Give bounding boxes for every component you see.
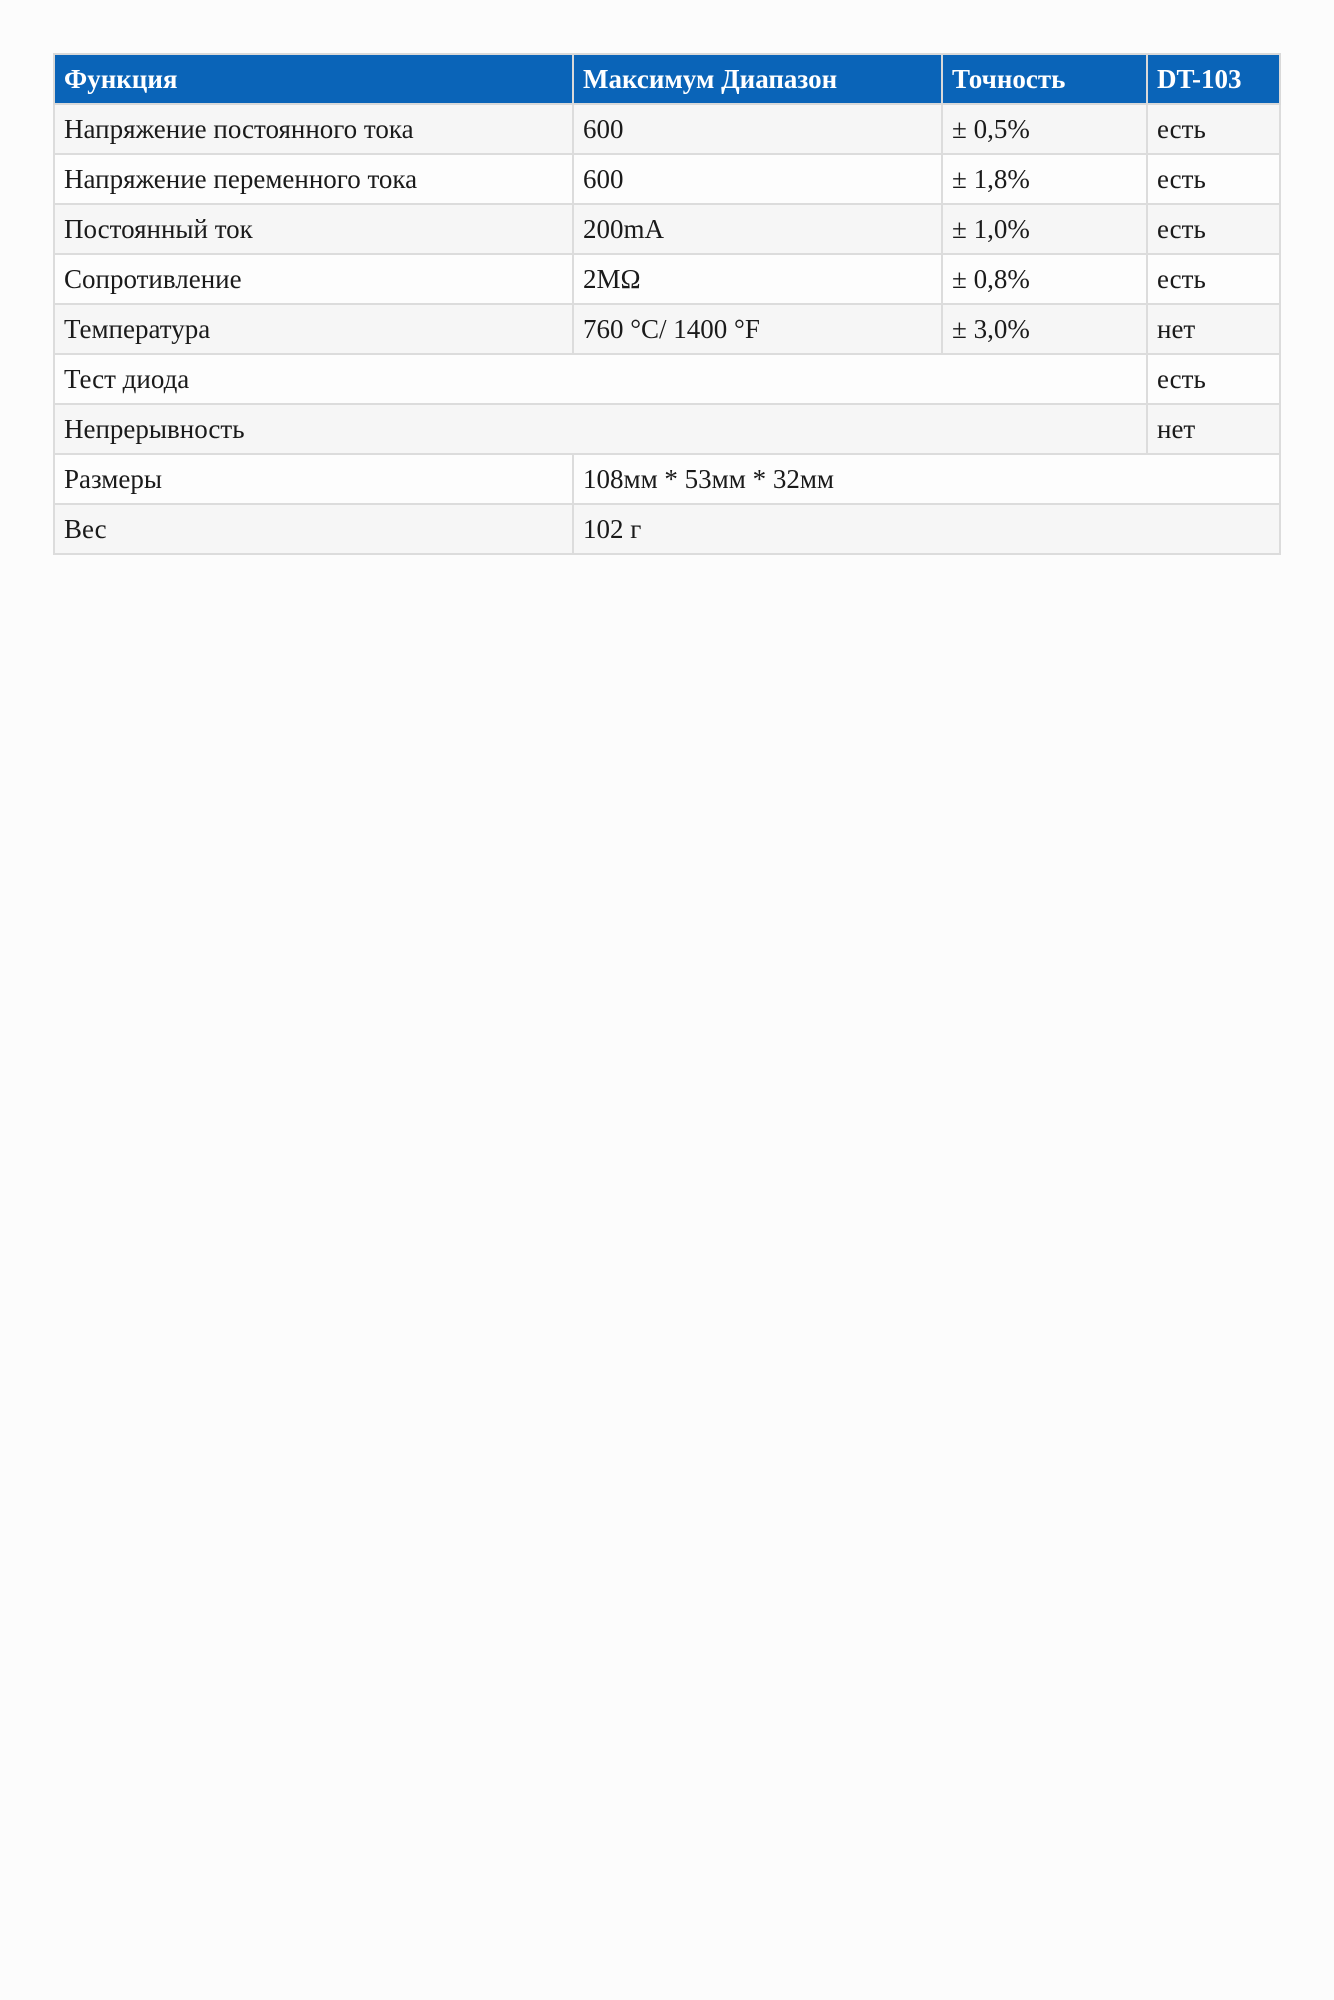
cell-value: 108мм * 53мм * 32мм (573, 454, 1280, 504)
table-header-row (54, 54, 1280, 104)
table-row (54, 404, 1280, 454)
table-row (54, 204, 1280, 254)
cell-dt103: есть (1147, 354, 1280, 404)
header-function: Функция (54, 54, 573, 104)
cell-dt103: нет (1147, 304, 1280, 354)
header-model: DT-103 (1147, 54, 1280, 104)
cell-function: Напряжение переменного тока (54, 154, 573, 204)
cell-dt103: нет (1147, 404, 1280, 454)
header-max-range: Максимум Диапазон (573, 54, 942, 104)
cell-function: Тест диода (54, 354, 1147, 404)
table-row (54, 254, 1280, 304)
cell-dt103: есть (1147, 104, 1280, 154)
cell-function: Вес (54, 504, 573, 554)
cell-function: Размеры (54, 454, 573, 504)
table-row (54, 454, 1280, 504)
cell-function: Температура (54, 304, 573, 354)
table-row (54, 104, 1280, 154)
cell-range: 200mA (573, 204, 942, 254)
cell-dt103: есть (1147, 254, 1280, 304)
cell-range: 600 (573, 154, 942, 204)
cell-dt103: есть (1147, 204, 1280, 254)
table-row (54, 354, 1280, 404)
cell-function: Непрерывность (54, 404, 1147, 454)
cell-range: 600 (573, 104, 942, 154)
cell-accuracy: ± 0,8% (942, 254, 1147, 304)
cell-function: Напряжение постоянного тока (54, 104, 573, 154)
table-row (54, 304, 1280, 354)
cell-range: 2MΩ (573, 254, 942, 304)
header-accuracy: Точность (942, 54, 1147, 104)
cell-accuracy: ± 1,8% (942, 154, 1147, 204)
cell-value: 102 г (573, 504, 1280, 554)
spec-table (53, 53, 1281, 555)
cell-range: 760 °C/ 1400 °F (573, 304, 942, 354)
cell-accuracy: ± 3,0% (942, 304, 1147, 354)
table-row (54, 154, 1280, 204)
table-row (54, 504, 1280, 554)
cell-accuracy: ± 0,5% (942, 104, 1147, 154)
cell-dt103: есть (1147, 154, 1280, 204)
cell-accuracy: ± 1,0% (942, 204, 1147, 254)
cell-function: Сопротивление (54, 254, 573, 304)
cell-function: Постоянный ток (54, 204, 573, 254)
